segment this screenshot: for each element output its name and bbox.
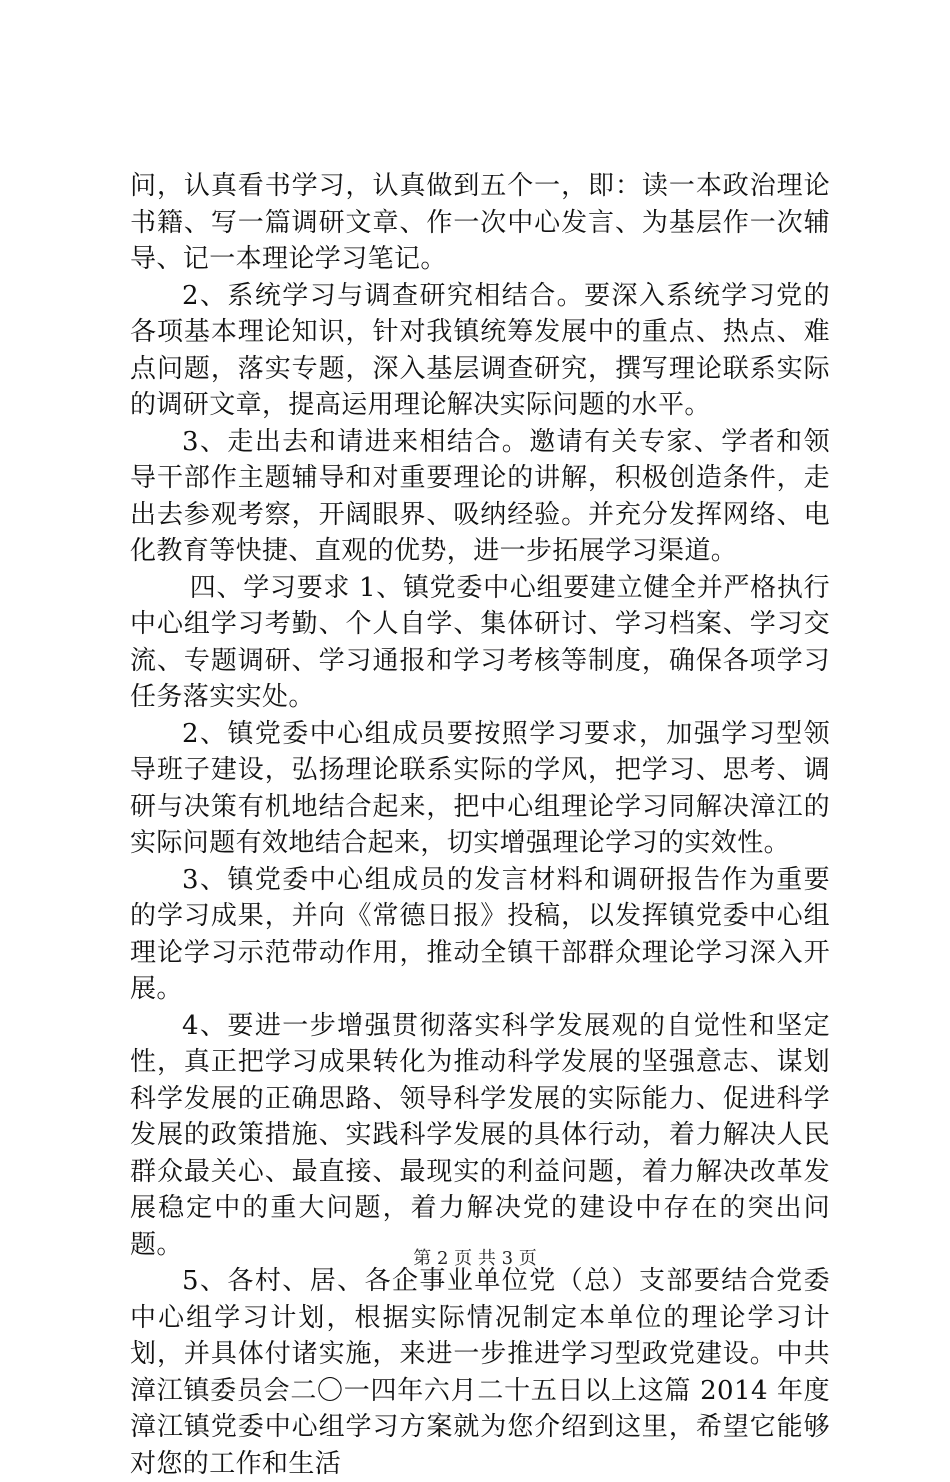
paragraph-item-3-go-out-invite-in: 3、走出去和请进来相结合。邀请有关专家、学者和领导干部作主题辅导和对重要理论的讲解，积极创造条件，走出去参观考察，开阔眼界、吸纳经验。并充分发挥网络、电化教育等快捷、直观的优势，进一步拓展学习渠道。 bbox=[130, 426, 830, 566]
paragraph-requirement-4: 4、要进一步增强贯彻落实科学发展观的自觉性和坚定性，真正把学习成果转化为推动科学发展的坚强意志、谋划科学发展的正确思路、领导科学发展的实际能力、促进科学发展的政策措施、实践科学发展的具体行动，着力解决人民群众最关心、最直接、最现实的利益问题，着力解决改革发展稳定中的重大问题，着力解决党的建设中存在的突出问题。 bbox=[130, 1010, 830, 1260]
paragraph-section-4-requirements: 四、学习要求 1、镇党委中心组要建立健全并严格执行中心组学习考勤、个人自学、集体研讨、学习档案、学习交流、专题调研、学习通报和学习考核等制度，确保各项学习任务落实实处。 bbox=[130, 572, 830, 712]
paragraph-item-2-study-research: 2、系统学习与调查研究相结合。要深入系统学习党的各项基本理论知识，针对我镇统筹发展中的重点、热点、难点问题，落实专题，深入基层调查研究，撰写理论联系实际的调研文章，提高运用理论解决实际问题的水平。 bbox=[130, 280, 830, 420]
paragraph-requirement-5: 5、各村、居、各企事业单位党（总）支部要结合党委中心组学习计划，根据实际情况制定本单位的理论学习计划，并具体付诸实施，来进一步推进学习型政党建设。中共漳江镇委员会二〇一四年六月二十五日以上这篇 2014 年度漳江镇党委中心组学习方案就为您介绍到这里，希望它能够对您的工作和生活 bbox=[130, 1266, 830, 1479]
document-body bbox=[130, 168, 830, 1482]
paragraph-requirement-3: 3、镇党委中心组成员的发言材料和调研报告作为重要的学习成果，并向《常德日报》投稿，以发挥镇党委中心组理论学习示范带动作用，推动全镇干部群众理论学习深入开展。 bbox=[130, 864, 830, 1004]
paragraph-continuation: 问，认真看书学习，认真做到五个一，即：读一本政治理论书籍、写一篇调研文章、作一次中心发言、为基层作一次辅导、记一本理论学习笔记。 bbox=[130, 171, 830, 274]
paragraph-requirement-2: 2、镇党委中心组成员要按照学习要求，加强学习型领导班子建设，弘扬理论联系实际的学风，把学习、思考、调研与决策有机地结合起来，把中心组理论学习同解决漳江的实际问题有效地结合起来，切实增强理论学习的实效性。 bbox=[130, 718, 830, 858]
page-footer: 第 2 页 共 3 页 bbox=[413, 1248, 537, 1269]
